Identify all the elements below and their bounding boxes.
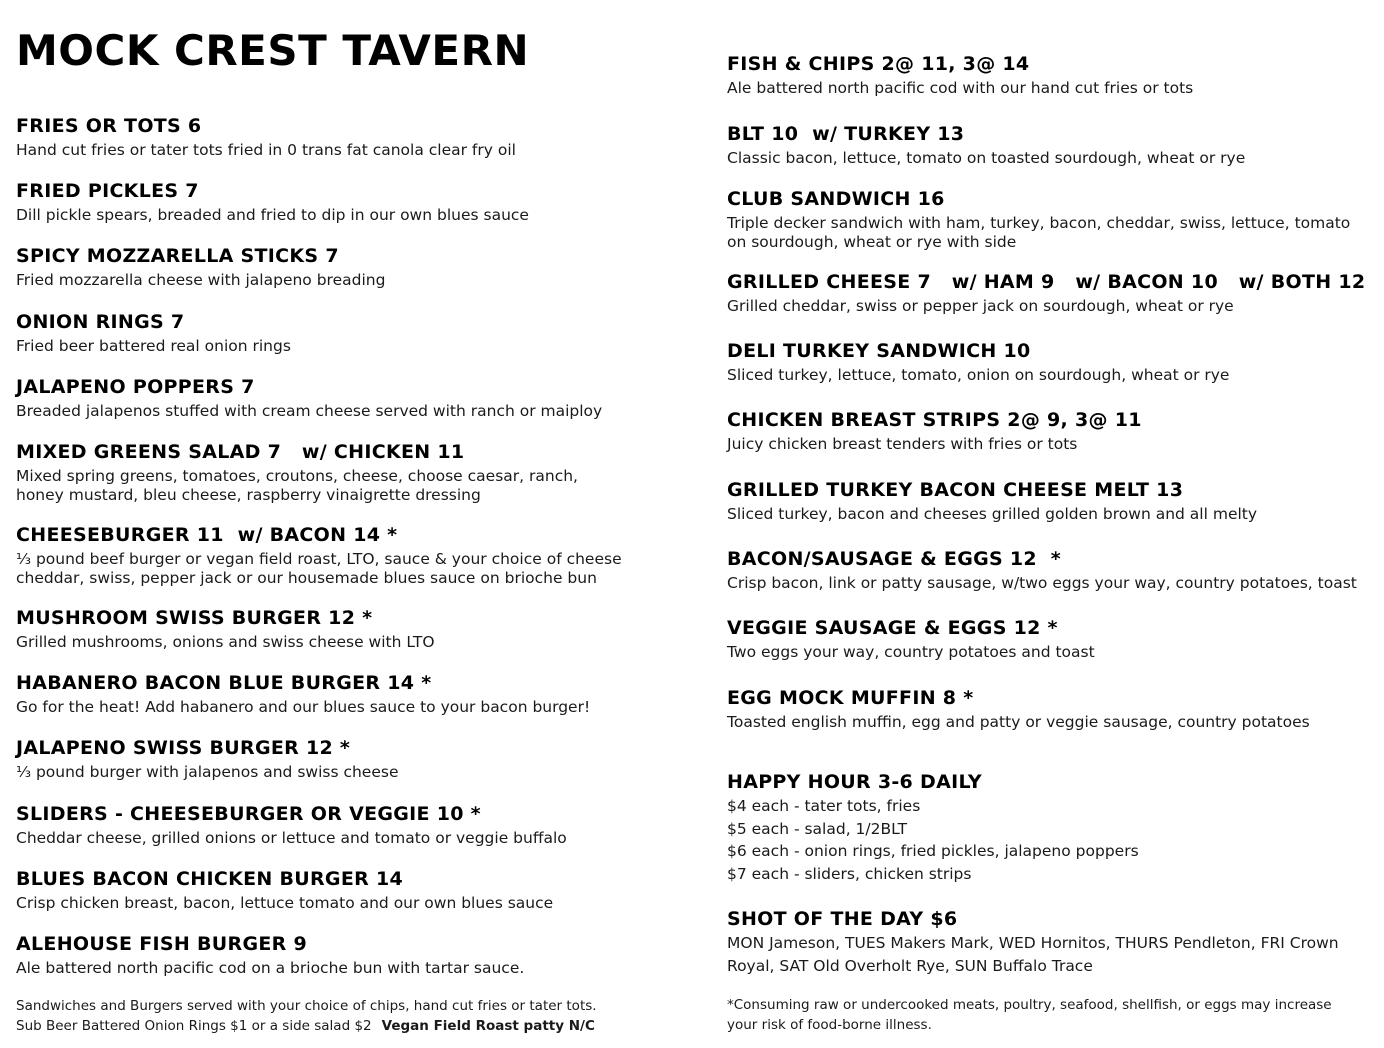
section-lines [727,932,1339,977]
menu-item-description [16,337,291,356]
menu-item-description [16,698,590,717]
menu-item-description-line: Mixed spring greens, tomatoes, croutons, cheese, choose caesar, ranch, [16,467,578,485]
menu-item [16,441,578,505]
menu-item-description-line: Sliced turkey, lettuce, tomato, onion on sourdough, wheat or rye [727,366,1230,384]
menu-item-description-line: Breaded jalapenos stuffed with cream cheese served with ranch or maiploy [16,402,603,420]
footnote-warning-line-2: your risk of food-borne illness. [727,1017,932,1033]
menu-item-description-line: Triple decker sandwich with ham, turkey, bacon, cheddar, swiss, lettuce, tomato [727,214,1351,232]
menu-item-description [16,141,516,160]
menu-item-description [727,214,1350,252]
menu-item-title: FRIES OR TOTS 6 [16,115,202,137]
menu-item-description [727,366,1229,385]
section-line: MON Jameson, TUES Makers Mark, WED Hornitos, THURS Pendleton, FRI Crown [727,934,1339,952]
menu-item-title: GRILLED CHEESE 7 w/ HAM 9 w/ BACON 10 w/ BOTH 12 [727,271,1366,293]
menu-item-description-line: on sourdough, wheat or rye with side [727,233,1017,251]
menu-item-title: SPICY MOZZARELLA STICKS 7 [16,245,339,267]
menu-item-title: HABANERO BACON BLUE BURGER 14 * [16,672,432,694]
footnote-warning-line-1: *Consuming raw or undercooked meats, poultry, seafood, shellfish, or eggs may increase [727,997,1332,1013]
menu-item [16,672,590,717]
section-title: SHOT OF THE DAY $6 [727,908,958,930]
menu-item [727,123,1245,168]
menu-item-description [16,206,529,225]
menu-item-description-line: Go for the heat! Add habanero and our blues sauce to your bacon burger! [16,698,591,716]
menu-item-description [727,149,1245,168]
shot-of-day-section [727,908,1339,977]
menu-item [16,803,567,848]
menu-item [727,548,1357,593]
menu-item-title: ALEHOUSE FISH BURGER 9 [16,933,307,955]
menu-item-description-line: Crisp bacon, link or patty sausage, w/two eggs your way, country potatoes, toast [727,574,1357,592]
menu-item-title: GRILLED TURKEY BACON CHEESE MELT 13 [727,479,1184,501]
section-line: Royal, SAT Old Overholt Rye, SUN Buffalo Trace [727,956,1093,975]
menu-item [16,180,529,225]
menu-item [16,607,435,652]
menu-item [727,53,1193,98]
menu-item [727,271,1365,316]
footnote-sides-text: Sandwiches and Burgers served with your choice of chips, hand cut fries or tater tots. [16,998,597,1014]
menu-item-description [727,505,1257,524]
menu-item-description-line: Ale battered north pacific cod on a brioche bun with tartar sauce. [16,959,525,977]
menu-title: MOCK CREST TAVERN [16,26,530,75]
section-line: $5 each - salad, 1/2BLT [727,819,908,838]
menu-item-description [16,894,553,913]
menu-item-description [16,829,567,848]
menu-item-description [727,713,1310,732]
menu-item [16,524,622,588]
menu-item-description-line: Grilled cheddar, swiss or pepper jack on sourdough, wheat or rye [727,297,1234,315]
menu-item [727,340,1229,385]
menu-item-description-line: Cheddar cheese, grilled onions or lettuce and tomato or veggie buffalo [16,829,567,847]
menu-item-description-line: Fried mozzarella cheese with jalapeno breading [16,271,386,289]
menu-item-description [727,79,1193,98]
menu-item [16,376,602,421]
menu-item-description [727,643,1095,662]
section-line: $6 each - onion rings, fried pickles, jalapeno poppers [727,842,1139,860]
menu-item [16,245,385,290]
footnote-sub-text: Sub Beer Battered Onion Rings $1 or a side salad $2 [16,1018,372,1034]
menu-item-description-line: Grilled mushrooms, onions and swiss cheese with LTO [16,633,435,651]
menu-item-title: JALAPENO SWISS BURGER 12 * [16,737,351,759]
menu-item [727,409,1142,454]
menu-item-title: CHEESEBURGER 11 w/ BACON 14 * [16,524,398,546]
menu-item-title: SLIDERS - CHEESEBURGER OR VEGGIE 10 * [16,803,481,825]
menu-item-description-line: Toasted english muffin, egg and patty or veggie sausage, country potatoes [727,713,1310,731]
menu-item [727,617,1095,662]
menu-item [16,737,398,782]
menu-item-description-line: Fried beer battered real onion rings [16,337,291,355]
menu-item-title: FISH & CHIPS 2@ 11, 3@ 14 [727,53,1030,75]
menu-item-description-line: honey mustard, bleu cheese, raspberry vinaigrette dressing [16,486,481,504]
menu-item-description [16,633,435,652]
menu-item-title: BLUES BACON CHICKEN BURGER 14 [16,868,403,890]
menu-item-description-line: ⅓ pound burger with jalapenos and swiss cheese [16,763,399,781]
right-footnote [727,995,1332,1035]
menu-item-description-line: Ale battered north pacific cod with our hand cut fries or tots [727,79,1194,97]
menu-item-title: EGG MOCK MUFFIN 8 * [727,687,974,709]
menu-item-title: JALAPENO POPPERS 7 [16,376,255,398]
menu-item-description [16,959,524,978]
menu-item-description [727,574,1357,593]
footnote-vegan-note: Vegan Field Roast patty N/C [381,1018,595,1034]
footnote-sub-line [16,1016,597,1036]
menu-item [727,188,1350,252]
menu-item [16,933,524,978]
menu-item-title: CHICKEN BREAST STRIPS 2@ 9, 3@ 11 [727,409,1142,431]
menu-item [16,311,291,356]
menu-item-description [16,467,578,505]
menu-item-description-line: Classic bacon, lettuce, tomato on toasted sourdough, wheat or rye [727,149,1246,167]
happy-hour-section [727,771,1139,885]
menu-item-title: BACON/SAUSAGE & EGGS 12 * [727,548,1061,570]
menu-item-title: VEGGIE SAUSAGE & EGGS 12 * [727,617,1058,639]
menu-item-description-line: Dill pickle spears, breaded and fried to dip in our own blues sauce [16,206,529,224]
section-line: $4 each - tater tots, fries [727,797,921,815]
menu-item-description-line: ⅓ pound beef burger or vegan field roast, LTO, sauce & your choice of cheese [16,550,622,568]
menu-item-title: CLUB SANDWICH 16 [727,188,945,210]
menu-item [16,868,553,913]
section-title: HAPPY HOUR 3-6 DAILY [727,771,982,793]
menu-item-description-line: Crisp chicken breast, bacon, lettuce tomato and our own blues sauce [16,894,554,912]
menu-item-description [16,402,602,421]
left-footnote [16,996,597,1036]
menu-item-description [727,435,1142,454]
menu-item-description [16,271,385,290]
menu-item-description [16,763,398,782]
menu-item-title: MIXED GREENS SALAD 7 w/ CHICKEN 11 [16,441,465,463]
menu-item-description-line: Juicy chicken breast tenders with fries or tots [727,435,1078,453]
menu-item-description [16,550,622,588]
menu-item-description [727,297,1365,316]
menu-item [727,687,1310,732]
menu-item-description-line: cheddar, swiss, pepper jack or our housemade blues sauce on brioche bun [16,569,597,587]
menu-item-title: DELI TURKEY SANDWICH 10 [727,340,1031,362]
menu-item-description-line: Hand cut fries or tater tots fried in 0 trans fat canola clear fry oil [16,141,516,159]
section-lines [727,795,1139,885]
section-line: $7 each - sliders, chicken strips [727,864,972,883]
menu-item-description-line: Sliced turkey, bacon and cheeses grilled golden brown and all melty [727,505,1258,523]
menu-item [16,115,516,160]
menu-item-title: ONION RINGS 7 [16,311,185,333]
menu-item-description-line: Two eggs your way, country potatoes and toast [727,643,1095,661]
menu-item-title: MUSHROOM SWISS BURGER 12 * [16,607,373,629]
menu-item-title: FRIED PICKLES 7 [16,180,199,202]
menu-item [727,479,1257,524]
menu-item-title: BLT 10 w/ TURKEY 13 [727,123,965,145]
